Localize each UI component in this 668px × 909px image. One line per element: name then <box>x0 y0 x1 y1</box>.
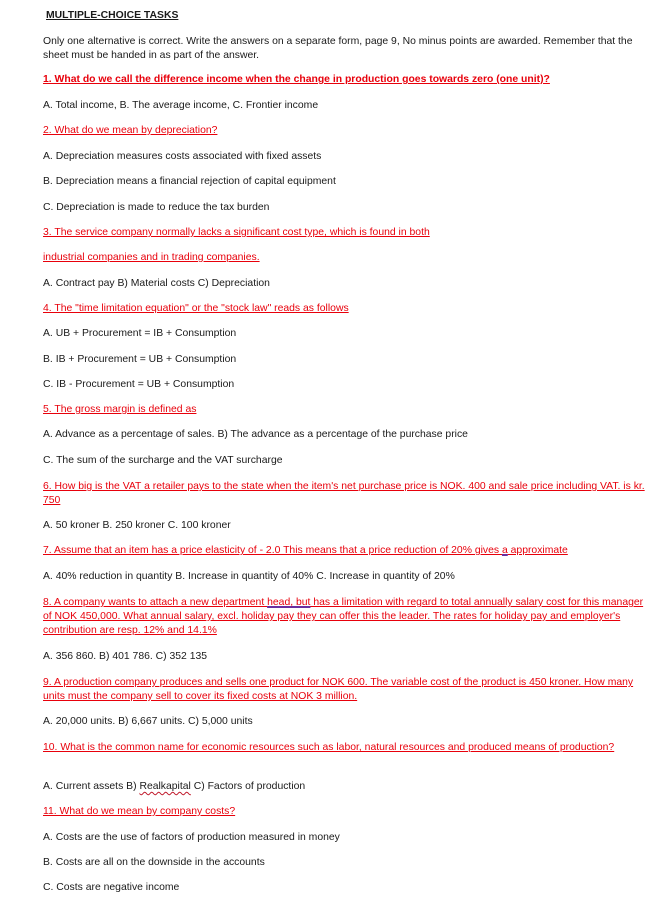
question-10-option-a: A. Current assets B) <box>43 781 140 792</box>
question-3-line-1: 3. The service company normally lacks a significant cost type, which is found in both <box>43 227 430 238</box>
question-10-options <box>43 780 648 794</box>
question-5-options-ab: A. Advance as a percentage of sales. B) The advance as a percentage of the purchase price <box>43 429 468 440</box>
question-9-options: A. 20,000 units. B) 6,667 units. C) 5,000 units <box>43 716 253 727</box>
question-4-option-a: A. UB + Procurement = IB + Consumption <box>43 328 237 339</box>
question-2-option-c: C. Depreciation is made to reduce the tax burden <box>43 202 270 213</box>
question-7-text-start: 7. Assume that an item has a price elasticity of - 2.0 This means that a price reduction of 20% gives <box>43 545 502 556</box>
question-1-options: A. Total income, B. The average income, C. Frontier income <box>43 100 319 111</box>
question-5-option-c: C. The sum of the surcharge and the VAT surcharge <box>43 455 283 466</box>
page-title: MULTIPLE-CHOICE TASKS <box>46 10 179 21</box>
question-9: 9. A production company produces and sells one product for NOK 600. The variable cost of the product is 450 kroner. How many units must the company sell to cover its fixed costs at NOK 3 million. <box>43 677 634 702</box>
question-3-options: A. Contract pay B) Material costs C) Depreciation <box>43 278 270 289</box>
question-7-marked-word: a <box>501 545 508 556</box>
question-4: 4. The "time limitation equation" or the "stock law" reads as follows <box>43 303 349 314</box>
question-5: 5. The gross margin is defined as <box>43 404 197 415</box>
question-2-option-a: A. Depreciation measures costs associated with fixed assets <box>43 151 322 162</box>
question-8-options: A. 356 860. B) 401 786. C) 352 135 <box>43 651 208 662</box>
instructions-paragraph: Only one alternative is correct. Write the answers on a separate form, page 9, No minus points are awarded. Remember that the sheet must be handed in as part of the answer. <box>43 36 633 61</box>
question-8-text-end: has a limitation with regard to total annually salary cost for this manager of NOK 450,000. What annual salary, excl. holiday pay they can offer this the leader. The rates for holiday pay and employer's contribution are resp. 12% and 14.1% <box>43 597 644 636</box>
question-1: 1. What do we call the difference income when the change in production goes towards zero (one unit)? <box>43 74 550 85</box>
question-11-option-c: C. Costs are negative income <box>43 882 180 893</box>
question-3-line-2: industrial companies and in trading companies. <box>43 252 260 263</box>
question-2-option-b: B. Depreciation means a financial rejection of capital equipment <box>43 176 336 187</box>
question-11: 11. What do we mean by company costs? <box>43 806 236 817</box>
question-8-text-start: 8. A company wants to attach a new department <box>43 597 268 608</box>
question-10: 10. What is the common name for economic resources such as labor, natural resources and produced means of production? <box>43 742 615 753</box>
question-8-marked-phrase: head, but <box>267 597 311 608</box>
question-2: 2. What do we mean by depreciation? <box>43 125 218 136</box>
question-11-option-a: A. Costs are the use of factors of production measured in money <box>43 832 340 843</box>
question-10-spellcheck-word: Realkapital <box>139 781 191 792</box>
question-7-options: A. 40% reduction in quantity B. Increase in quantity of 40% C. Increase in quantity of 20% <box>43 571 455 582</box>
question-4-option-b: B. IB + Procurement = UB + Consumption <box>43 354 237 365</box>
question-6: 6. How big is the VAT a retailer pays to the state when the item's net purchase price is NOK. 400 and sale price including VAT. is kr. 750 <box>43 481 645 506</box>
question-4-option-c: C. IB - Procurement = UB + Consumption <box>43 379 235 390</box>
question-8 <box>43 596 648 638</box>
question-11-option-b: B. Costs are all on the downside in the accounts <box>43 857 265 868</box>
question-6-options: A. 50 kroner B. 250 kroner C. 100 kroner <box>43 520 231 531</box>
question-7 <box>43 544 648 558</box>
question-7-text-end: approximate <box>507 545 568 556</box>
question-10-option-c: C) Factors of production <box>190 781 306 792</box>
